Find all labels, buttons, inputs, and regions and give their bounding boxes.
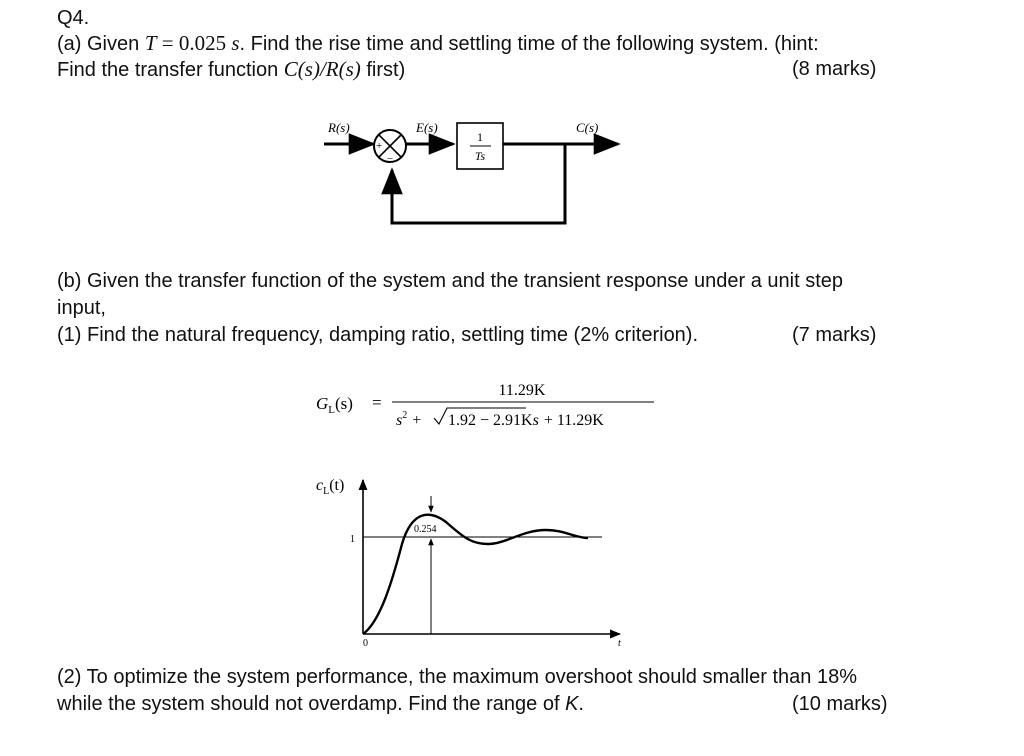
- svg-text:1.92 − 2.91Ks+ 11.29K: [448, 412, 604, 429]
- part-b-question-2-line-2: [57, 692, 584, 716]
- output-label: C(s): [576, 120, 599, 135]
- symbol-K: K: [565, 693, 579, 715]
- svg-text:cL(t): [316, 477, 344, 497]
- eq-den-s: s: [396, 412, 403, 429]
- part-a-hint: Find the transfer function: [57, 59, 284, 81]
- eq-den-exp: 2: [402, 410, 408, 421]
- part-a-line-2: [57, 57, 405, 82]
- step-response-plot: [300, 462, 640, 652]
- part-a-line-1: [57, 31, 819, 56]
- eq-lhs-sub: L: [328, 404, 336, 416]
- eq-numerator: 11.29K: [498, 382, 546, 399]
- part-b-q2-marks: (10 marks): [792, 693, 888, 715]
- eq-den-s2: s: [532, 412, 539, 429]
- tick-one: 1: [350, 534, 355, 545]
- symbol-s: s: [231, 31, 240, 55]
- svg-text:GL(s): [316, 394, 353, 416]
- q2-text: while the system should not overdamp. Find the range of: [57, 693, 566, 715]
- q2-period: .: [578, 693, 584, 715]
- eq-lhs-arg: (s): [335, 394, 353, 413]
- block-diagram: [300, 110, 640, 240]
- error-label: E(s): [416, 120, 438, 135]
- x-axis-label: t: [618, 638, 621, 649]
- eq-den-plus: +: [412, 412, 422, 429]
- plot-ylabel: c: [316, 477, 324, 494]
- step-response-curve: [363, 515, 588, 634]
- part-b-question-1: (1) Find the natural frequency, damping ratio, settling time (2% criterion).: [57, 324, 699, 346]
- eq-den-tail: + 11.29K: [543, 412, 604, 429]
- part-a-marks: (8 marks): [792, 58, 877, 80]
- part-b-line-1: (b) Given the transfer function of the system and the transient response under a unit step: [57, 270, 843, 292]
- block-numerator: 1: [477, 130, 483, 144]
- symbol-T: T: [144, 31, 157, 55]
- part-b-line-2: input,: [57, 297, 106, 319]
- plot-ylabel-sub: L: [323, 486, 330, 497]
- minus-sign: −: [387, 153, 394, 165]
- tick-zero: 0: [363, 638, 368, 649]
- eq-equals: =: [372, 393, 382, 412]
- transfer-function-equation: [300, 372, 670, 436]
- part-a-instruction: . Find the rise time and settling time of the following system. (hint:: [239, 33, 819, 55]
- part-a-intro: (a) Given: [57, 33, 145, 55]
- part-a-hint-end: first): [360, 59, 406, 81]
- part-b-q1-marks: (7 marks): [792, 324, 877, 346]
- peak-time-label: 0.254: [414, 524, 437, 535]
- question-number: Q4.: [57, 7, 90, 29]
- plus-sign: +: [376, 140, 383, 152]
- input-label: R(s): [328, 120, 350, 135]
- T-value: = 0.025: [156, 31, 232, 55]
- plot-ylabel-arg: (t): [329, 477, 345, 494]
- transfer-function-symbol: C(s)/R(s): [283, 57, 361, 81]
- block-denominator: Ts: [474, 149, 486, 163]
- svg-text:s2+: [396, 410, 421, 429]
- part-b-question-2-line-1: (2) To optimize the system performance, the maximum overshoot should smaller than 18%: [57, 666, 857, 688]
- eq-lhs: G: [316, 394, 329, 413]
- eq-sqrt-inner: 1.92 − 2.91K: [448, 412, 533, 429]
